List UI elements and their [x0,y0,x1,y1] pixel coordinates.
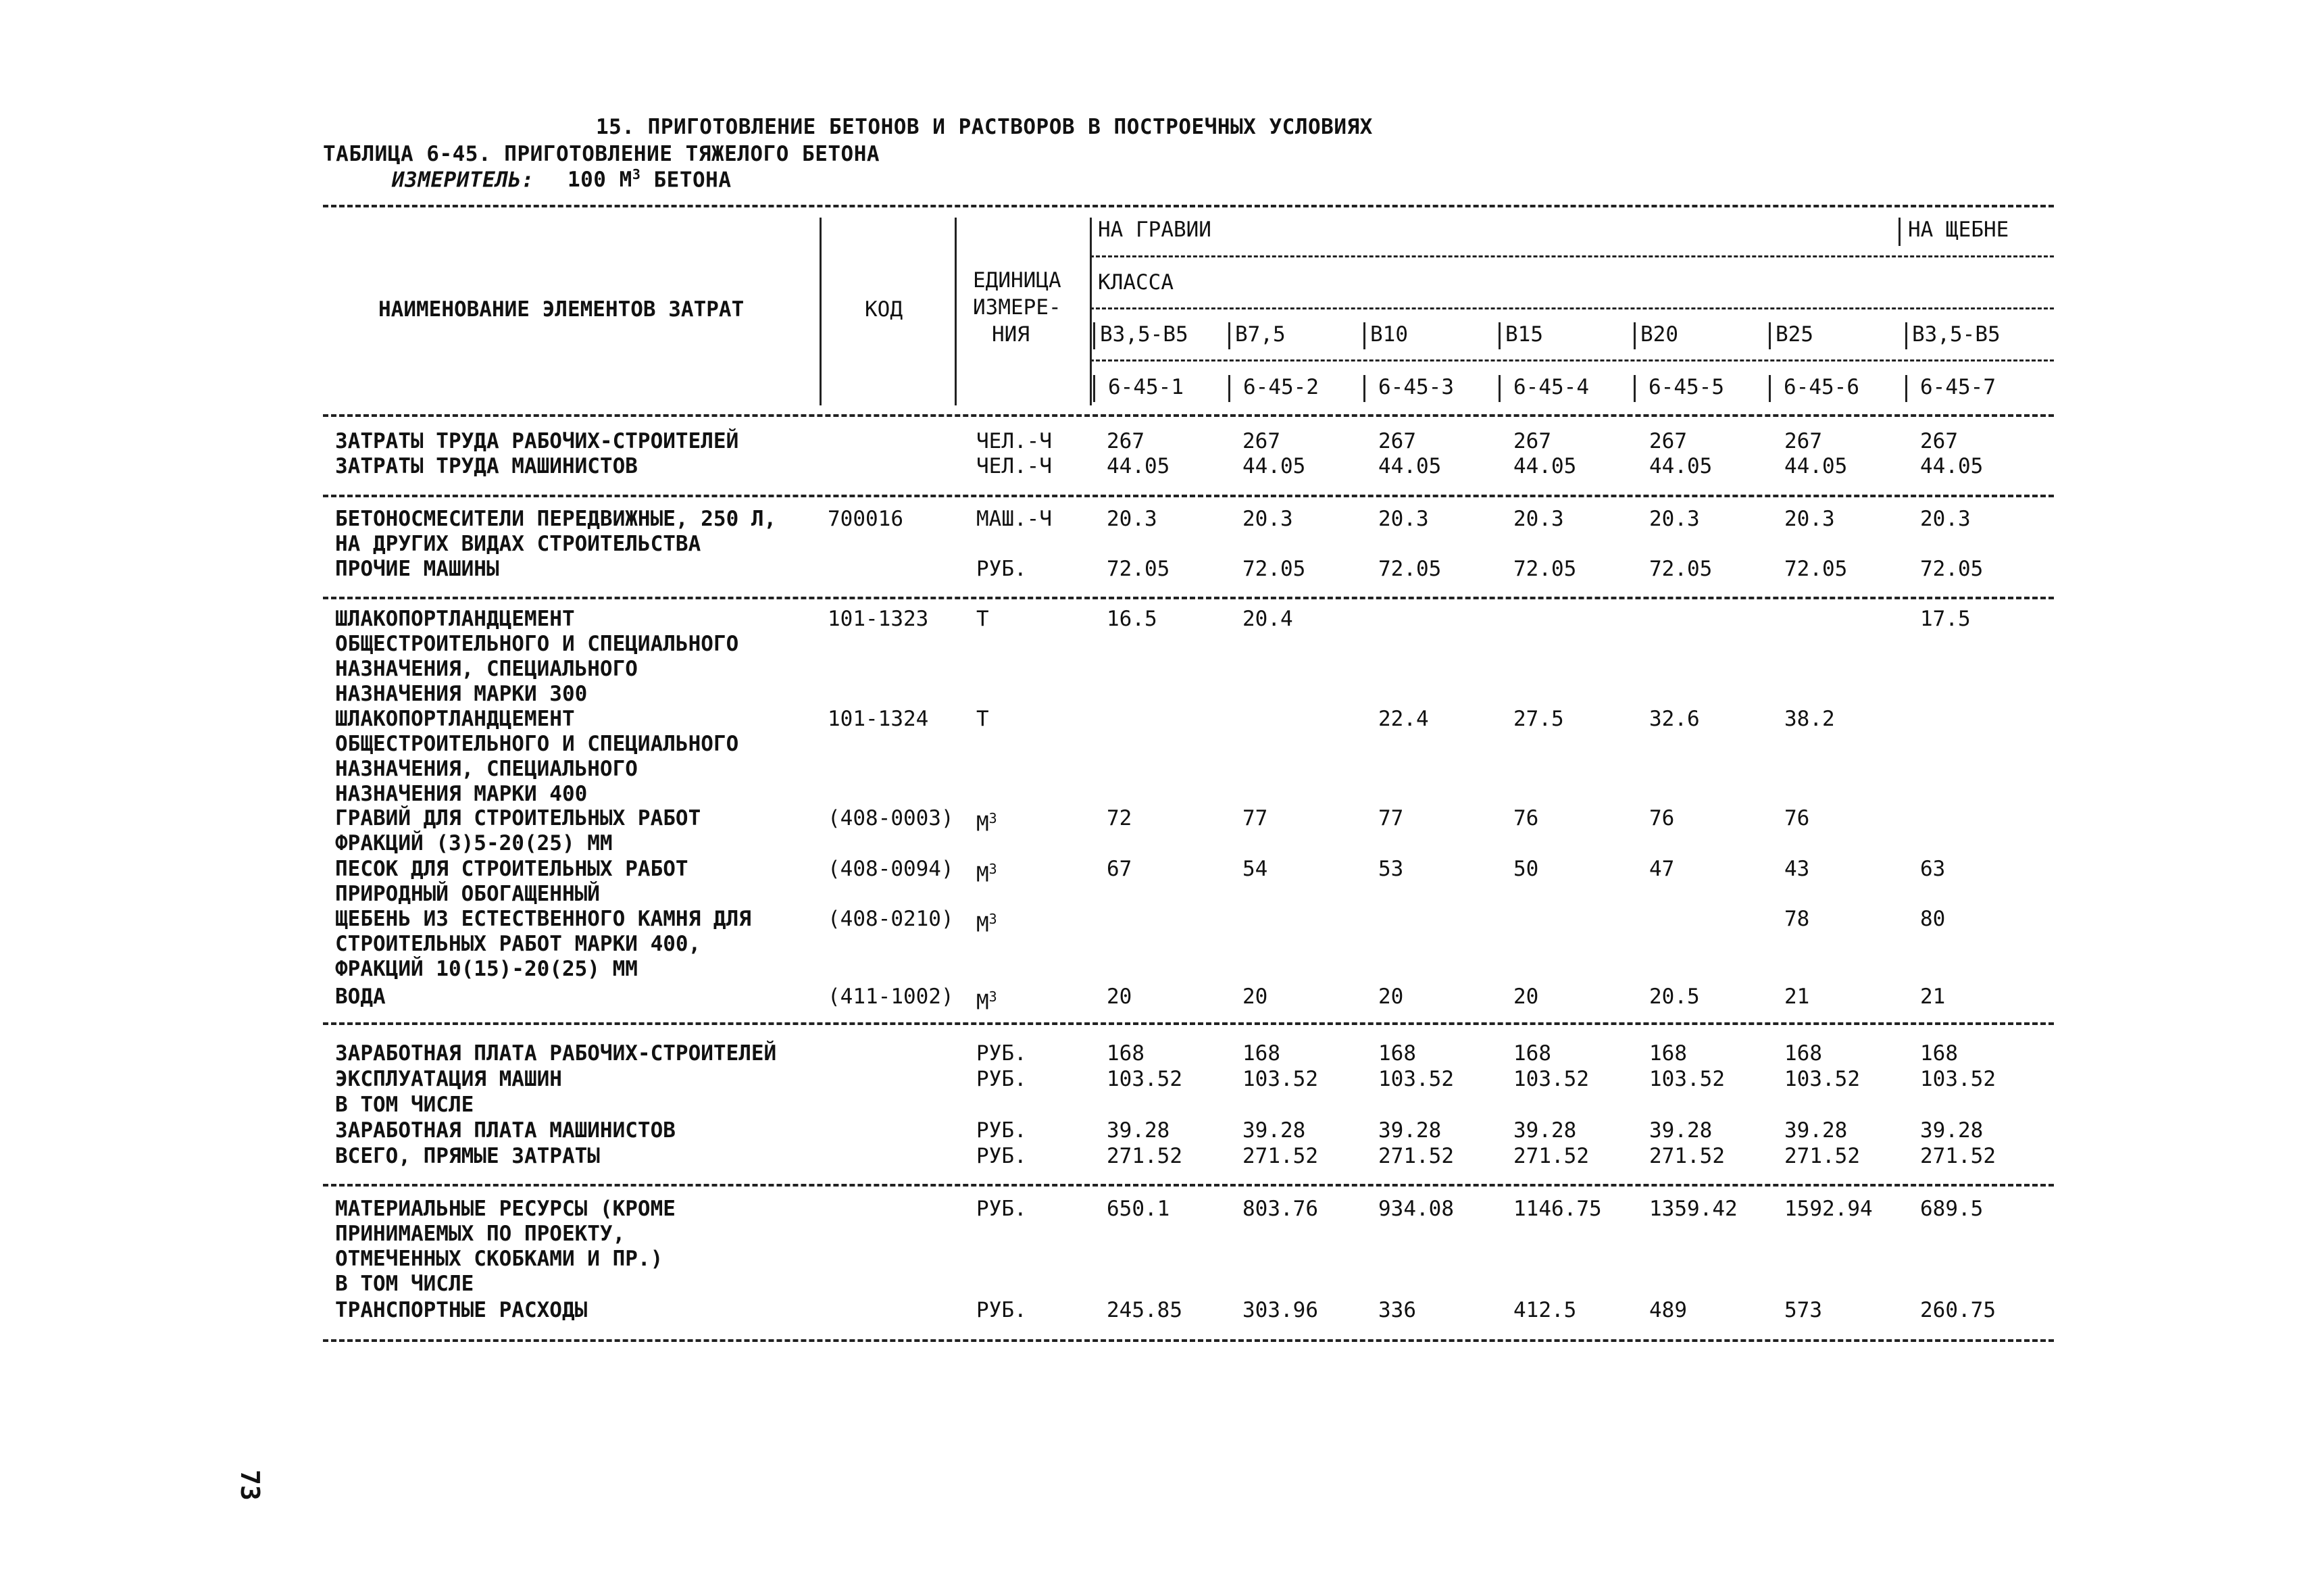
col-unit-header-2: ИЗМЕРЕ- [973,295,1061,320]
row-value: 103.52 [1513,1067,1589,1091]
row-unit: $М^3$ [976,911,997,937]
row-value: 267 [1378,429,1416,453]
row-value: 168 [1649,1041,1687,1066]
row-value: 78 [1784,907,1810,931]
row-name: ШЛАКОПОРТЛАНДЦЕМЕНТ ОБЩЕСТРОИТЕЛЬНОГО И СПЕЦИАЛЬНОГО НАЗНАЧЕНИЯ, СПЕЦИАЛЬНОГО НАЗНАЧЕНИЯ МАРКИ 300 [335,607,739,706]
row-value: 39.28 [1107,1118,1170,1143]
col-unit-header-3: НИЯ [992,322,1030,347]
row-value: 271.52 [1513,1144,1589,1168]
row-value: 39.28 [1513,1118,1577,1143]
row-unit-sup: 3 [988,911,997,927]
class-label: В3,5-В5 [1100,322,1188,347]
row-value: 168 [1378,1041,1416,1066]
row-value: 53 [1378,857,1404,881]
row-value: 650.1 [1107,1197,1170,1221]
col-divider [955,218,957,405]
row-value: 20 [1378,984,1404,1009]
row-code: (411-1002) [828,984,954,1009]
row-value: 72.05 [1649,557,1713,581]
row-name: В ТОМ ЧИСЛЕ [335,1093,474,1117]
row-value: 39.28 [1920,1118,1984,1143]
crushed-group-header: НА ЩЕБНЕ [1908,218,2009,242]
col-divider [820,218,822,405]
row-value: 689.5 [1920,1197,1984,1221]
column-number: 6-45-3 [1378,375,1454,399]
row-value: 20 [1107,984,1132,1009]
row-name: ШЛАКОПОРТЛАНДЦЕМЕНТ ОБЩЕСТРОИТЕЛЬНОГО И СПЕЦИАЛЬНОГО НАЗНАЧЕНИЯ, СПЕЦИАЛЬНОГО НАЗНАЧЕНИЯ МАРКИ 400 [335,707,739,806]
row-value: 72.05 [1378,557,1442,581]
row-value: 20.3 [1649,507,1700,531]
row-value: 17.5 [1920,607,1971,631]
row-unit: РУБ. [976,1144,1027,1168]
row-value: 50 [1513,857,1539,881]
row-value: 1592.94 [1784,1197,1873,1221]
section-title: 15. ПРИГОТОВЛЕНИЕ БЕТОНОВ И РАСТВОРОВ В ПОСТРОЕЧНЫХ УСЛОВИЯХ [596,115,1373,139]
header-sub-rule [1090,359,2054,361]
row-value: 76 [1649,806,1675,830]
row-value: 54 [1242,857,1268,881]
row-unit: ЧЕЛ.-Ч [976,429,1052,453]
measure-line [392,166,732,192]
row-value: 267 [1784,429,1822,453]
class-label: В20 [1640,322,1678,347]
col-name-header: НАИМЕНОВАНИЕ ЭЛЕМЕНТОВ ЗАТРАТ [378,297,745,322]
row-value: 21 [1784,984,1810,1009]
header-sub-rule [1090,307,2054,309]
row-value: 72.05 [1513,557,1577,581]
row-value: 267 [1513,429,1551,453]
row-value: 267 [1920,429,1958,453]
row-name: ЩЕБЕНЬ ИЗ ЕСТЕСТВЕННОГО КАМНЯ ДЛЯ СТРОИТЕЛЬНЫХ РАБОТ МАРКИ 400, ФРАКЦИЙ 10(15)-20(25) ММ [335,907,751,981]
row-code: (408-0003) [828,806,954,830]
row-value: 271.52 [1784,1144,1860,1168]
row-value: 168 [1513,1041,1551,1066]
row-name: ПЕСОК ДЛЯ СТРОИТЕЛЬНЫХ РАБОТ ПРИРОДНЫЙ ОБОГАЩЕННЫЙ [335,857,688,906]
row-value: 72.05 [1242,557,1306,581]
measure-unit: БЕТОНА [640,168,732,193]
row-unit-sup: 3 [988,810,997,826]
number-divider [1093,375,1095,402]
row-value: 76 [1513,806,1539,830]
class-divider [1769,322,1771,349]
row-value: 103.52 [1920,1067,1996,1091]
row-value: 21 [1920,984,1946,1009]
row-value: 267 [1242,429,1280,453]
class-divider [1228,322,1230,349]
row-value: 336 [1378,1298,1416,1322]
column-number: 6-45-6 [1784,375,1859,399]
row-value: 20.5 [1649,984,1700,1009]
row-name: ПРОЧИЕ МАШИНЫ [335,557,499,581]
column-number: 6-45-4 [1513,375,1589,399]
column-number: 6-45-1 [1108,375,1184,399]
class-label: В10 [1370,322,1408,347]
row-value: 20.4 [1242,607,1293,631]
column-number: 6-45-7 [1920,375,1996,399]
row-value: 39.28 [1242,1118,1306,1143]
row-value: 260.75 [1920,1298,1996,1322]
row-value: 412.5 [1513,1298,1577,1322]
class-divider [1499,322,1501,349]
row-name: ГРАВИЙ ДЛЯ СТРОИТЕЛЬНЫХ РАБОТ ФРАКЦИЙ (3)5-20(25) ММ [335,806,701,855]
class-divider [1634,322,1636,349]
header-sub-rule [1090,255,2054,257]
page-number: 73 [235,1470,265,1501]
row-value: 43 [1784,857,1810,881]
row-value: 245.85 [1107,1298,1182,1322]
row-value: 32.6 [1649,707,1700,731]
row-value: 103.52 [1242,1067,1318,1091]
row-value: 44.05 [1107,454,1170,478]
row-value: 303.96 [1242,1298,1318,1322]
row-value: 103.52 [1378,1067,1454,1091]
class-divider [1905,322,1907,349]
row-value: 20.3 [1920,507,1971,531]
class-divider [1093,322,1095,349]
group-rule [323,1022,2054,1025]
row-value: 67 [1107,857,1132,881]
row-unit-sup: 3 [988,861,997,877]
row-unit-sup: 3 [988,989,997,1005]
row-value: 271.52 [1242,1144,1318,1168]
number-divider [1769,375,1771,402]
row-value: 20.3 [1242,507,1293,531]
group-divider [1898,218,1901,246]
measure-value: 100 М [567,168,632,193]
row-code: 101-1324 [828,707,929,731]
row-value: 27.5 [1513,707,1564,731]
row-value: 76 [1784,806,1810,830]
row-value: 44.05 [1920,454,1984,478]
row-unit: РУБ. [976,1067,1027,1091]
row-name: ЗАТРАТЫ ТРУДА МАШИНИСТОВ [335,454,638,478]
group-rule [323,1184,2054,1187]
row-value: 20.3 [1784,507,1835,531]
row-value: 20.3 [1107,507,1157,531]
row-code: (408-0094) [828,857,954,881]
row-name: ВОДА [335,984,386,1009]
row-value: 20.3 [1378,507,1429,531]
class-label: В25 [1776,322,1813,347]
row-name: ЗАРАБОТНАЯ ПЛАТА МАШИНИСТОВ [335,1118,676,1143]
column-number: 6-45-5 [1649,375,1724,399]
row-value: 44.05 [1513,454,1577,478]
row-value: 934.08 [1378,1197,1454,1221]
measure-sup: 3 [632,166,641,182]
row-value: 168 [1920,1041,1958,1066]
row-name: ЗАРАБОТНАЯ ПЛАТА РАБОЧИХ-СТРОИТЕЛЕЙ [335,1041,777,1066]
row-value: 38.2 [1784,707,1835,731]
row-unit: РУБ. [976,1118,1027,1143]
row-value: 77 [1242,806,1268,830]
row-value: 72 [1107,806,1132,830]
row-unit: $М^3$ [976,861,997,887]
row-name: ЭКСПЛУАТАЦИЯ МАШИН [335,1067,562,1091]
row-value: 271.52 [1920,1144,1996,1168]
row-value: 44.05 [1784,454,1848,478]
row-unit: МАШ.-Ч [976,507,1052,531]
number-divider [1228,375,1230,402]
row-unit: Т [976,707,989,731]
row-value: 1359.42 [1649,1197,1738,1221]
group-rule [323,597,2054,599]
row-value: 168 [1242,1041,1280,1066]
column-number: 6-45-2 [1243,375,1319,399]
row-value: 20 [1242,984,1268,1009]
row-unit: Т [976,607,989,631]
class-label: В3,5-В5 [1912,322,2001,347]
number-divider [1905,375,1907,402]
measure-label: ИЗМЕРИТЕЛЬ: [392,168,534,193]
table-title: ТАБЛИЦА 6-45. ПРИГОТОВЛЕНИЕ ТЯЖЕЛОГО БЕТОНА [323,142,880,166]
row-value: 39.28 [1378,1118,1442,1143]
row-value: 267 [1107,429,1145,453]
row-value: 16.5 [1107,607,1157,631]
row-value: 72.05 [1784,557,1848,581]
number-divider [1499,375,1501,402]
row-value: 573 [1784,1298,1822,1322]
header-top-rule [323,205,2054,207]
row-value: 267 [1649,429,1687,453]
header-bottom-rule [323,414,2054,417]
row-value: 39.28 [1649,1118,1713,1143]
row-value: 20.3 [1513,507,1564,531]
col-unit-header-1: ЕДИНИЦА [973,268,1061,293]
col-divider [1090,218,1092,405]
row-value: 103.52 [1107,1067,1182,1091]
row-code: (408-0210) [828,907,954,931]
row-value: 39.28 [1784,1118,1848,1143]
row-name: БЕТОНОСМЕСИТЕЛИ ПЕРЕДВИЖНЫЕ, 250 Л, НА ДРУГИХ ВИДАХ СТРОИТЕЛЬСТВА [335,507,777,556]
row-unit: РУБ. [976,557,1027,581]
gravel-group-header: НА ГРАВИИ [1098,218,1211,242]
row-name: ЗАТРАТЫ ТРУДА РАБОЧИХ-СТРОИТЕЛЕЙ [335,429,739,453]
number-divider [1363,375,1365,402]
group-rule [323,1339,2054,1342]
row-value: 103.52 [1649,1067,1725,1091]
row-value: 72.05 [1107,557,1170,581]
number-divider [1634,375,1636,402]
row-unit: РУБ. [976,1041,1027,1066]
row-unit: ЧЕЛ.-Ч [976,454,1052,478]
row-unit: РУБ. [976,1197,1027,1221]
row-value: 20 [1513,984,1539,1009]
row-value: 1146.75 [1513,1197,1602,1221]
row-value: 103.52 [1784,1067,1860,1091]
class-divider [1363,322,1365,349]
row-unit: РУБ. [976,1298,1027,1322]
row-unit: $М^3$ [976,989,997,1015]
class-label: В15 [1505,322,1543,347]
row-value: 44.05 [1242,454,1306,478]
row-value: 47 [1649,857,1675,881]
row-value: 168 [1784,1041,1822,1066]
row-value: 22.4 [1378,707,1429,731]
row-name: ТРАНСПОРТНЫЕ РАСХОДЫ [335,1298,588,1322]
row-value: 77 [1378,806,1404,830]
class-label: В7,5 [1235,322,1286,347]
class-header: КЛАССА [1098,270,1174,295]
row-value: 271.52 [1649,1144,1725,1168]
row-value: 63 [1920,857,1946,881]
row-value: 44.05 [1649,454,1713,478]
row-unit: $М^3$ [976,810,997,837]
row-value: 44.05 [1378,454,1442,478]
row-code: 700016 [828,507,903,531]
group-rule [323,495,2054,497]
row-value: 72.05 [1920,557,1984,581]
row-name: ВСЕГО, ПРЯМЫЕ ЗАТРАТЫ [335,1144,600,1168]
row-name: МАТЕРИАЛЬНЫЕ РЕСУРСЫ (КРОМЕ ПРИНИМАЕМЫХ ПО ПРОЕКТУ, ОТМЕЧЕННЫХ СКОБКАМИ И ПР.) В ТОМ ЧИСЛЕ [335,1197,676,1296]
row-value: 168 [1107,1041,1145,1066]
row-value: 80 [1920,907,1946,931]
row-value: 803.76 [1242,1197,1318,1221]
row-value: 489 [1649,1298,1687,1322]
row-value: 271.52 [1107,1144,1182,1168]
row-code: 101-1323 [828,607,929,631]
row-value: 271.52 [1378,1144,1454,1168]
col-code-header: КОД [865,297,903,322]
